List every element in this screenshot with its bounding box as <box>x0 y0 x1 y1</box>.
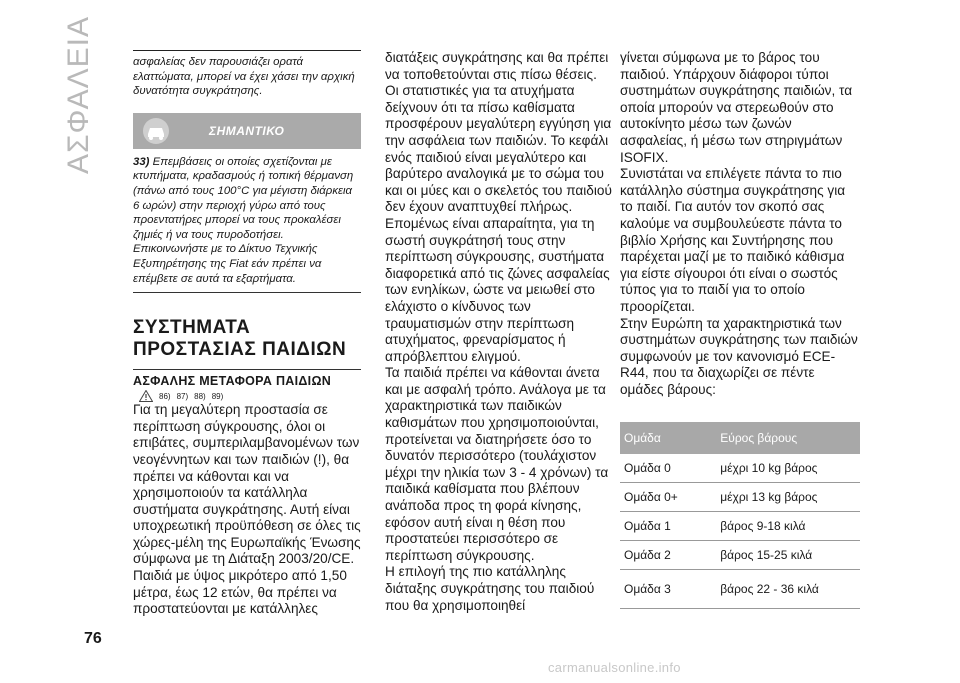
table-row <box>620 454 860 483</box>
ref-item: 87) <box>176 391 189 401</box>
column-2 <box>385 50 613 614</box>
paragraph: Παιδιά με ύψος μικρότερο από 1,50 μέτρα, έως 12 ετών, θα πρέπει να προστατεύονται με κατάλληλες <box>133 568 347 617</box>
table-cell: βάρος 9-18 κιλά <box>698 512 860 541</box>
ref-item: 86) <box>159 391 171 401</box>
important-note-text <box>133 155 361 286</box>
paragraph: Συνιστάται να επιλέγετε πάντα το πιο κατάλληλο σύστημα συγκράτησης για το παιδί. Για αυτόν τον σκοπό σας καλούμε να συμβουλεύεστε πάντα το βιβλίο Χρήσης και Συντήρησης που παρέχεται μαζί με το παιδικό κάθισμα για είστε σίγουροι ότι είναι ο σωστός τύπος για το παιδί για το οποίο προορίζεται. <box>620 166 846 314</box>
paragraph: Για τη μεγαλύτερη προστασία σε περίπτωση σύγκρουσης, όλοι οι επιβάτες, συμπεριλαμβανομένων των νεογέννητων και των παιδιών (!), θα πρέπει να κάθονται και να χρησιμοποιούν τα κατάλληλα συστήματα συγκράτησης. Αυτή είναι υποχρεωτική προϋπόθεση σε όλες τις χώρες-μέλη της Ευρωπαϊκής Ένωσης σύμφωνα με τη Διάταξη 2003/20/CE. <box>133 402 361 567</box>
important-note-header <box>133 113 361 149</box>
page-number: 76 <box>84 630 102 647</box>
table-cell: Ομάδα 2 <box>620 541 698 570</box>
note-content: Επεμβάσεις οι οποίες σχετίζονται με κτυπήματα, κραδασμούς ή τοπική θέρμανση (πάνω από τους 100°C για μέγιστη διάρκεια 6 ωρών) στην περιοχή γύρω από τους προεντατήρες μπορεί να τους προκαλέσει ζημιές ή να τους πυροδοτήσει. Επικοινωνήστε με το Δίκτυο Τεχνικής Εξυπηρέτησης της Fiat εάν πρέπει να επέμβετε σε αυτά τα εξαρτήματα. <box>133 155 354 285</box>
paragraph: Στην Ευρώπη τα χαρακτηριστικά των συστημάτων συγκράτησης των παιδιών συμφωνούν με τον κανονισμό ECE-R44, που τα διαχωρίζει σε πέντε ομάδες βάρους: <box>620 315 858 397</box>
table-cell: βάρος 15-25 κιλά <box>698 541 860 570</box>
table-row <box>620 483 860 512</box>
warning-references <box>133 390 361 402</box>
column-3 <box>620 50 860 609</box>
table-cell: Ομάδα 3 <box>620 570 698 609</box>
note-number: 33) <box>133 155 150 168</box>
footer-watermark: carmanualsonline.info <box>548 660 681 675</box>
table-row <box>620 541 860 570</box>
table-cell: βάρος 22 - 36 κιλά <box>698 570 860 609</box>
divider <box>133 292 361 293</box>
table-row <box>620 512 860 541</box>
table-cell: Ομάδα 0 <box>620 454 698 483</box>
sub-title: ΑΣΦΑΛΗΣ ΜΕΤΑΦΟΡΑ ΠΑΙΔΙΩΝ <box>133 374 332 389</box>
table-cell: μέχρι 13 kg βάρος <box>698 483 860 512</box>
column-1 <box>133 50 361 618</box>
paragraph: διατάξεις συγκράτησης και θα πρέπει να τοποθετούνται στις πίσω θέσεις. <box>385 50 609 82</box>
divider <box>133 369 361 370</box>
important-label: ΣΗΜΑΝΤΙΚΟ <box>209 123 285 138</box>
intro-italic-text: ασφαλείας δεν παρουσιάζει ορατά ελαττώματα, μπορεί να έχει χάσει την αρχική δυνατότητα συγκράτησης. <box>133 50 361 99</box>
ref-item: 89) <box>211 391 224 401</box>
table-header-row <box>620 422 860 454</box>
paragraph: Η επιλογή της πιο κατάλληλης διάταξης συγκράτησης του παιδιού που θα χρησιμοποιηθεί <box>385 564 595 613</box>
car-warning-icon <box>141 116 171 146</box>
paragraph: Οι στατιστικές για τα ατυχήματα δείχνουν ότι τα πίσω καθίσματα προσφέρουν μεγαλύτερη εγγύηση για την ασφάλεια των παιδιών. Το κεφάλι ενός παιδιού είναι μεγαλύτερο και βαρύτερο αναλογικά με το σώμα του και οι μύες και ο σκελετός του παιδιού δεν έχουν αναπτυχθεί πλήρως. Επομένως είναι απαραίτητα, για τη σωστή συγκράτησή τους στην περίπτωση σύγκρουσης, συστήματα διαφορετικά από τις ζώνες ασφαλείας των ενηλίκων, ώστε να μειωθεί στο ελάχιστο ο κίνδυνος των τραυματισμών στην περίπτωση ατυχήματος, φρεναρίσματος ή απρόβλεπτου ελιγμού. <box>385 83 612 364</box>
paragraph: Τα παιδιά πρέπει να κάθονται άνετα και με ασφαλή τρόπο. Ανάλογα με τα χαρακτηριστικά των παιδικών καθισμάτων που χρησιμοποιούνται, προτείνεται να διατηρήσετε όσο το δυνατόν περισσότερο (τουλάχιστον μέχρι την ηλικία των 3 - 4 χρόνων) τα παιδικά καθίσματα που βλέπουν ανάποδα προς τη φορά κίνησης, εφόσον αυτή είναι η θέση που προστατεύει περισσότερο σε περίπτωση σύγκρουσης. <box>385 365 609 563</box>
table-header-cell: Εύρος βάρους <box>698 422 860 454</box>
weight-groups-table <box>620 422 860 609</box>
section-title: ΣΥΣΤΗΜΑΤΑ ΠΡΟΣΤΑΣΙΑΣ ΠΑΙΔΙΩΝ <box>133 317 347 361</box>
body-text <box>133 402 361 618</box>
warning-triangle-icon <box>139 390 153 402</box>
table-cell: Ομάδα 1 <box>620 512 698 541</box>
ref-item: 88) <box>194 391 206 401</box>
paragraph: γίνεται σύμφωνα με το βάρος του παιδιού. Υπάρχουν διάφοροι τύποι συστημάτων συγκράτησης παιδιών, τα οποία μπορούν να στερεωθούν στο αυτοκίνητο μέσω των ζωνών ασφαλείας, ή μέσω των στηριγμάτων ISOFIX. <box>620 50 853 165</box>
table-row <box>620 570 860 609</box>
table-cell: Ομάδα 0+ <box>620 483 698 512</box>
chapter-side-title: ΑΣΦΑΛΕΙΑ <box>62 15 95 174</box>
table-header-cell: Ομάδα <box>620 422 698 454</box>
table-cell: μέχρι 10 kg βάρος <box>698 454 860 483</box>
